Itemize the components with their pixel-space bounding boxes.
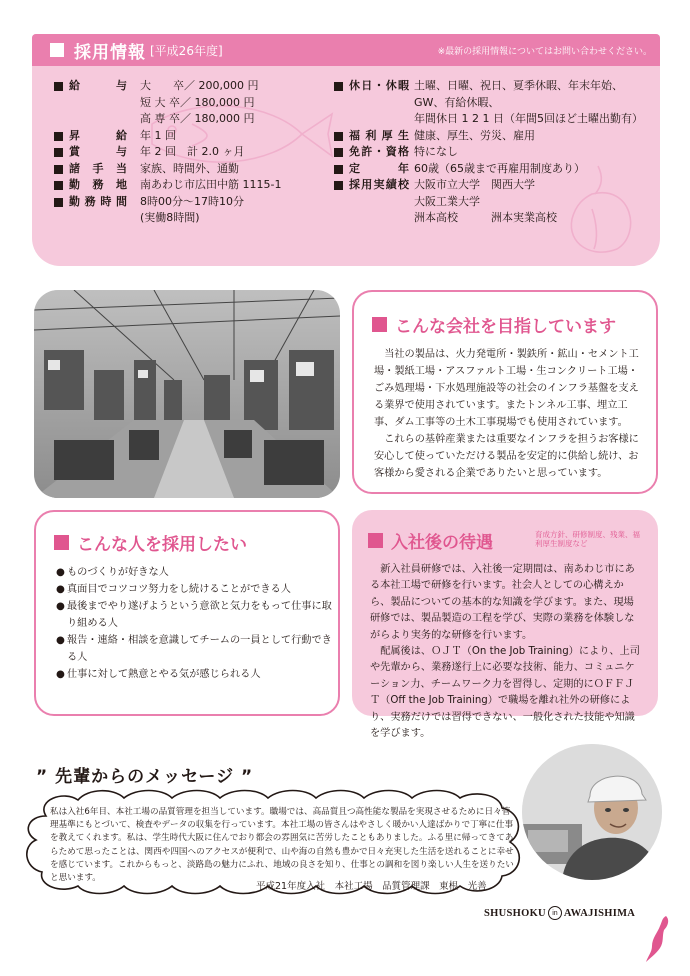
info-value	[140, 144, 244, 161]
info-value-line: GW、有給休暇、	[414, 95, 500, 109]
info-value	[140, 78, 258, 128]
square-icon	[54, 132, 63, 141]
square-icon	[334, 181, 343, 190]
bullet-icon: ●	[56, 669, 65, 680]
footer-logo-in: in	[548, 906, 562, 920]
info-row	[334, 78, 654, 128]
square-icon	[372, 317, 387, 332]
info-row	[334, 144, 654, 161]
info-value-line: 家族、時間外、通勤	[140, 161, 239, 175]
list-item	[56, 632, 334, 666]
info-value-line: 大阪市立大学 関西大学	[414, 178, 535, 191]
info-value	[414, 128, 535, 145]
info-value-line: 洲本高校 洲本実業高校	[414, 211, 557, 224]
info-row	[54, 78, 354, 128]
info-value	[414, 161, 585, 178]
info-value-line: 短 大 卒／ 180,000 円	[140, 95, 255, 109]
square-icon	[334, 165, 343, 174]
recruit-left-column	[54, 78, 354, 227]
after-joining-heading	[368, 528, 493, 553]
square-icon	[54, 535, 69, 550]
employee-photo	[522, 744, 662, 880]
info-label	[54, 144, 140, 161]
info-value-line: 年 2 回 計 2.0 ヶ月	[140, 145, 245, 158]
info-label-text: 勤務地	[69, 178, 127, 191]
info-value-line: 60歳（65歳まで再雇用制度あり）	[414, 161, 585, 175]
info-label	[334, 78, 414, 128]
info-label-text: 休日・休暇	[349, 79, 409, 92]
square-icon	[334, 148, 343, 157]
info-value	[140, 161, 239, 178]
info-value-line: (実働8時間)	[140, 211, 200, 224]
list-item	[56, 564, 334, 581]
company-aim-box	[352, 290, 658, 494]
info-row	[54, 161, 354, 178]
list-item	[56, 581, 334, 598]
after-joining-paragraph: 新入社員研修では、入社後一定期間は、南あわじ市にある本社工場で研修を行います。社会人としての心構えから、製品についての基本的な知識を学びます。また、現場研修では、製品製造の工程を学び、実際の業務を体験しながらより実务的な研修を行います。	[370, 564, 635, 641]
factory-photo	[34, 290, 340, 498]
info-row	[334, 177, 654, 227]
recruit-year: [平成26年度]	[150, 43, 223, 58]
info-label	[334, 177, 414, 227]
recruit-note: ※最新の採用情報についてはお問い合わせください。	[437, 47, 652, 57]
info-value-line: 大阪工業大学	[414, 194, 480, 208]
square-icon	[54, 181, 63, 190]
square-icon	[368, 533, 383, 548]
info-label	[54, 194, 140, 227]
list-item-text: 最後までやり遂げようという意欲と気力をもって仕事に取り組める人	[67, 601, 332, 629]
info-label	[334, 144, 414, 161]
recruit-info-panel	[32, 34, 660, 266]
info-label-text: 勤務時間	[69, 194, 127, 208]
footer-logo	[484, 906, 635, 920]
info-value	[140, 194, 244, 227]
info-row	[54, 177, 354, 194]
info-value	[414, 78, 643, 128]
info-label	[54, 177, 140, 194]
info-label-text: 採用実績校	[349, 178, 409, 191]
info-value-line: 土曜、日曜、祝日、夏季休暇、年末年始、	[414, 79, 623, 92]
list-item	[56, 666, 334, 683]
square-icon	[50, 43, 64, 57]
factory-floor-image	[34, 290, 340, 498]
list-item-text: 仕事に対して熱意とやる気が感じられる人	[67, 669, 261, 680]
info-value-line: 特になし	[414, 145, 458, 158]
square-icon	[334, 82, 343, 91]
company-aim-paragraph: これらの基幹産業または重要なインフラを担うお客様に安心して使っていただける製品を安定的に供給し続け、お客様から愛される企業でありたいと思っています。	[374, 434, 639, 479]
info-row	[334, 161, 654, 178]
recruit-title: 採用情報	[74, 42, 146, 63]
info-label-text: 諸手当	[69, 161, 127, 175]
square-icon	[334, 132, 343, 141]
employee-portrait	[522, 744, 662, 880]
after-joining-box	[352, 510, 658, 740]
bullet-icon: ●	[56, 635, 65, 646]
list-item-text: 報告・連絡・相談を意識してチームの一員として行動できる人	[67, 635, 332, 663]
after-joining-paragraph: 配属後は、ＯＪＴ（On the Job Training）により、上司や先輩から、業務遂行上に必要な技術、能力、コミュニケーション力、チームワーク力を習得し、定期的にＯＦＦＪＴ（Off the Job Training）で職場を離れ社外の研修により、実務だけでは習得できない、一般化された技能や知識を学びます。	[370, 646, 640, 740]
info-value	[414, 177, 557, 227]
square-icon	[54, 148, 63, 157]
square-icon	[54, 82, 63, 91]
info-label	[54, 161, 140, 178]
info-label	[54, 128, 140, 145]
info-value-line: 年 1 回	[140, 128, 176, 142]
info-row	[54, 128, 354, 145]
info-value	[140, 177, 281, 194]
info-label	[334, 128, 414, 145]
after-joining-subtitle: 育成方針、研修制度、残業、福利厚生制度など	[535, 530, 640, 548]
info-label-text: 福利厚生	[349, 128, 409, 142]
company-aim-title: こんな会社を目指しています	[395, 317, 616, 337]
info-label	[334, 161, 414, 178]
info-value-line: 年間休日 1 2 1 日（年間5回ほど土曜出勤有）	[414, 112, 643, 125]
info-row	[334, 128, 654, 145]
info-value	[140, 128, 176, 145]
list-item-text: ものづくりが好きな人	[67, 567, 169, 578]
info-value-line: 大 卒／ 200,000 円	[140, 79, 259, 92]
after-joining-text	[370, 562, 644, 742]
after-joining-title: 入社後の待遇	[391, 533, 493, 553]
info-value-line: 高 専 卒／ 180,000 円	[140, 112, 255, 125]
info-label-text: 昇給	[69, 128, 127, 142]
company-aim-text	[374, 346, 646, 482]
info-row	[54, 144, 354, 161]
footer-logo-left: SHUSHOKU	[484, 907, 546, 919]
info-value	[414, 144, 458, 161]
bullet-icon: ●	[56, 567, 65, 578]
bullet-icon: ●	[56, 601, 65, 612]
info-label-text: 定年	[349, 161, 409, 175]
awaji-island-icon	[644, 914, 674, 964]
wanted-person-heading	[54, 530, 247, 555]
footer-logo-right: AWAJISHIMA	[563, 907, 636, 919]
info-value-line: 健康、厚生、労災、雇用	[414, 128, 535, 142]
bullet-icon: ●	[56, 584, 65, 595]
recruit-right-column	[334, 78, 654, 227]
info-row	[54, 194, 354, 227]
info-label-text: 免許・資格	[349, 145, 409, 158]
company-aim-paragraph: 当社の製品は、火力発電所・製鉄所・鉱山・セメント工場・製紙工場・アスファルト工場・生コンクリート工場・ごみ処理場・下水処理施設等の社会のインフラ基盤を支える業界で使用されています。またトンネル工事、埋立工事、ダム工事等の土木工事現場でも使用されています。	[374, 349, 639, 428]
senior-message-text: 私は入社6年目、本社工場の品質管理を担当しています。職場では、高品質且つ高性能な製品を実現させるために日々管理基準にもとづいて、検査やデータの収集を行っています。本社工場の皆さんはやさしく暖かい人達ばかりで丁寧に仕事を教えてくれます。私は、学生時代大阪に住んでおり都会の雰囲気に苦労したこともありました。ふる里に帰ってきてあらためて思ったことは、関西や四国へのアクセスが便利で、山や海の自然も豊かで日々充実した生活を送れることに幸せを感じています。これからもっと、淡路島の魅力にふれ、地域の良さを知り、仕事との調和を図り楽しい人生を送りたいと思います。	[50, 807, 514, 884]
wanted-person-title: こんな人を採用したい	[77, 535, 247, 555]
info-label-text: 賞与	[69, 145, 127, 158]
wanted-person-box	[34, 510, 340, 716]
wanted-person-list	[56, 564, 334, 683]
list-item	[56, 598, 334, 632]
square-icon	[54, 198, 63, 207]
info-value-line: 南あわじ市広田中筋 1115-1	[140, 178, 282, 191]
senior-message-signature: 平成21年度入社 本社工場 品質管理課 東根 光善	[256, 881, 487, 892]
senior-message-heading: ” 先輩からのメッセージ ”	[36, 767, 254, 787]
info-label	[54, 78, 140, 128]
list-item-text: 真面目でコツコツ努力をし続けることができる人	[67, 584, 291, 595]
info-value-line: 8時00分～17時10分	[140, 194, 244, 208]
info-label-text: 給与	[69, 79, 127, 92]
company-aim-heading	[372, 312, 616, 337]
square-icon	[54, 165, 63, 174]
